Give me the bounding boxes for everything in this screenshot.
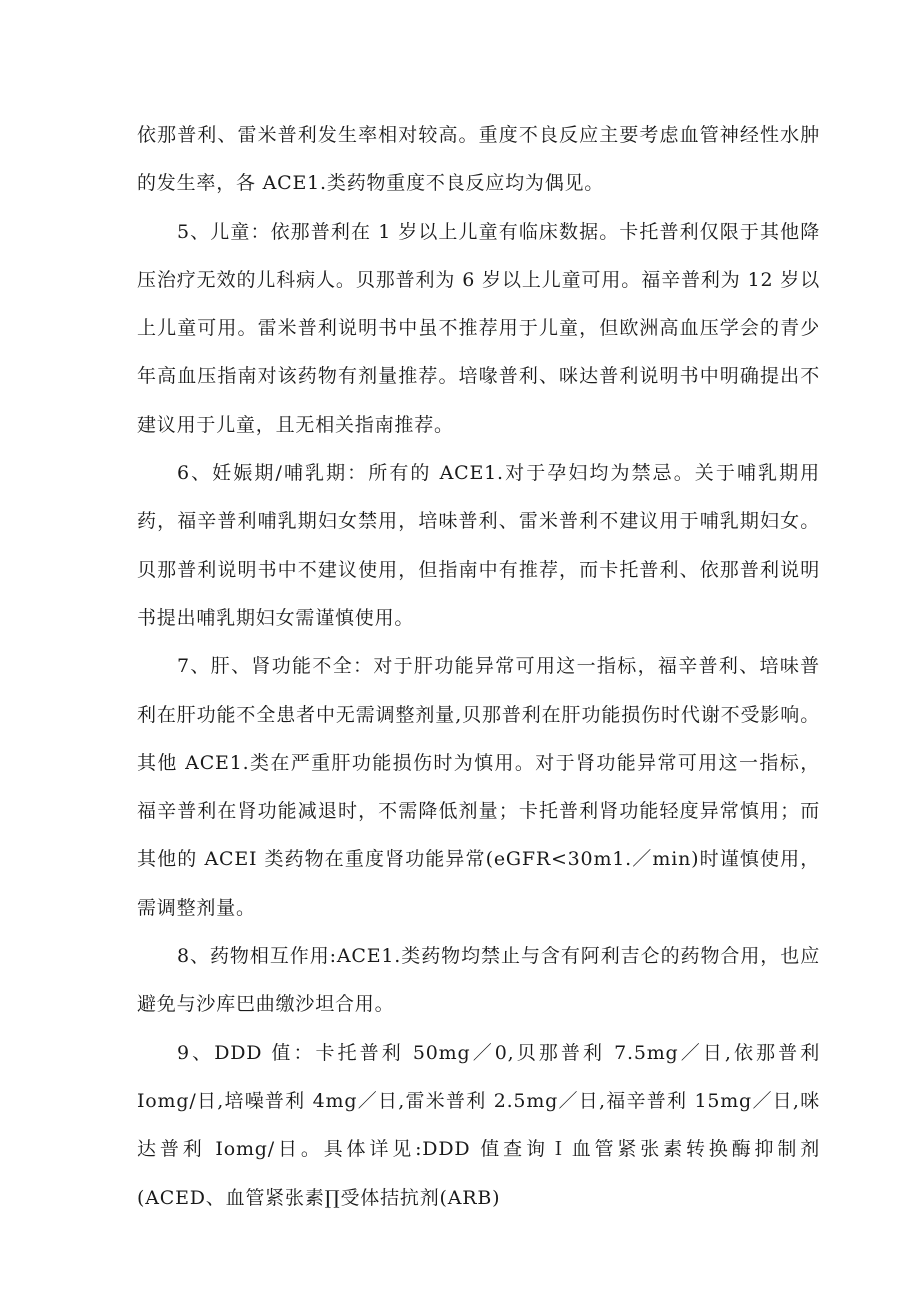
paragraph-ddd-values: 9、DDD 值：卡托普利 50mg／0,贝那普利 7.5mg／日,依那普利 Iomg/日,培噪普利 4mg／日,雷米普利 2.5mg／日,福辛普利 15mg／日,咪达普利 Iomg/日。具体详见:DDD 值查询Ｉ血管紧张素转换酶抑制剂(ACED、血管紧张素∏受体拮抗剂(ARB) [137, 1041, 820, 1209]
document-body [137, 111, 820, 1222]
paragraph-children: 5、儿童：依那普利在 1 岁以上儿童有临床数据。卡托普利仅限于其他降压治疗无效的儿科病人。贝那普利为 6 岁以上儿童可用。福辛普利为 12 岁以上儿童可用。雷米普利说明书中虽不推荐用于儿童，但欧洲高血压学会的青少年高血压指南对该药物有剂量推荐。培喙普利、咪达普利说明书中明确提出不建议用于儿童，且无相关指南推荐。 [137, 220, 820, 436]
paragraph-pregnancy-lactation: 6、妊娠期/哺乳期：所有的 ACE1.对于孕妇均为禁忌。关于哺乳期用药，福辛普利哺乳期妇女禁用，培味普利、雷米普利不建议用于哺乳期妇女。贝那普利说明书中不建议使用，但指南中有推荐，而卡托普利、依那普利说明书提出哺乳期妇女需谨慎使用。 [137, 462, 820, 629]
paragraph-liver-kidney: 7、肝、肾功能不全：对于肝功能异常可用这一指标，福辛普利、培味普利在肝功能不全患者中无需调整剂量,贝那普利在肝功能损伤时代谢不受影响。其他 ACE1.类在严重肝功能损伤时为慎用。对于肾功能异常可用这一指标，福辛普利在肾功能减退时，不需降低剂量；卡托普利肾功能轻度异常慎用；而其他的 ACEI 类药物在重度肾功能异常(eGFR<30m1.／min)时谨慎使用，需调整剂量。 [137, 655, 820, 919]
paragraph-adverse-reactions: 依那普利、雷米普利发生率相对较高。重度不良反应主要考虑血管神经性水肿的发生率，各 ACE1.类药物重度不良反应均为偶见。 [137, 124, 820, 195]
paragraph-drug-interactions: 8、药物相互作用:ACE1.类药物均禁止与含有阿利吉仑的药物合用，也应避免与沙库巴曲缴沙坦合用。 [137, 945, 820, 1016]
